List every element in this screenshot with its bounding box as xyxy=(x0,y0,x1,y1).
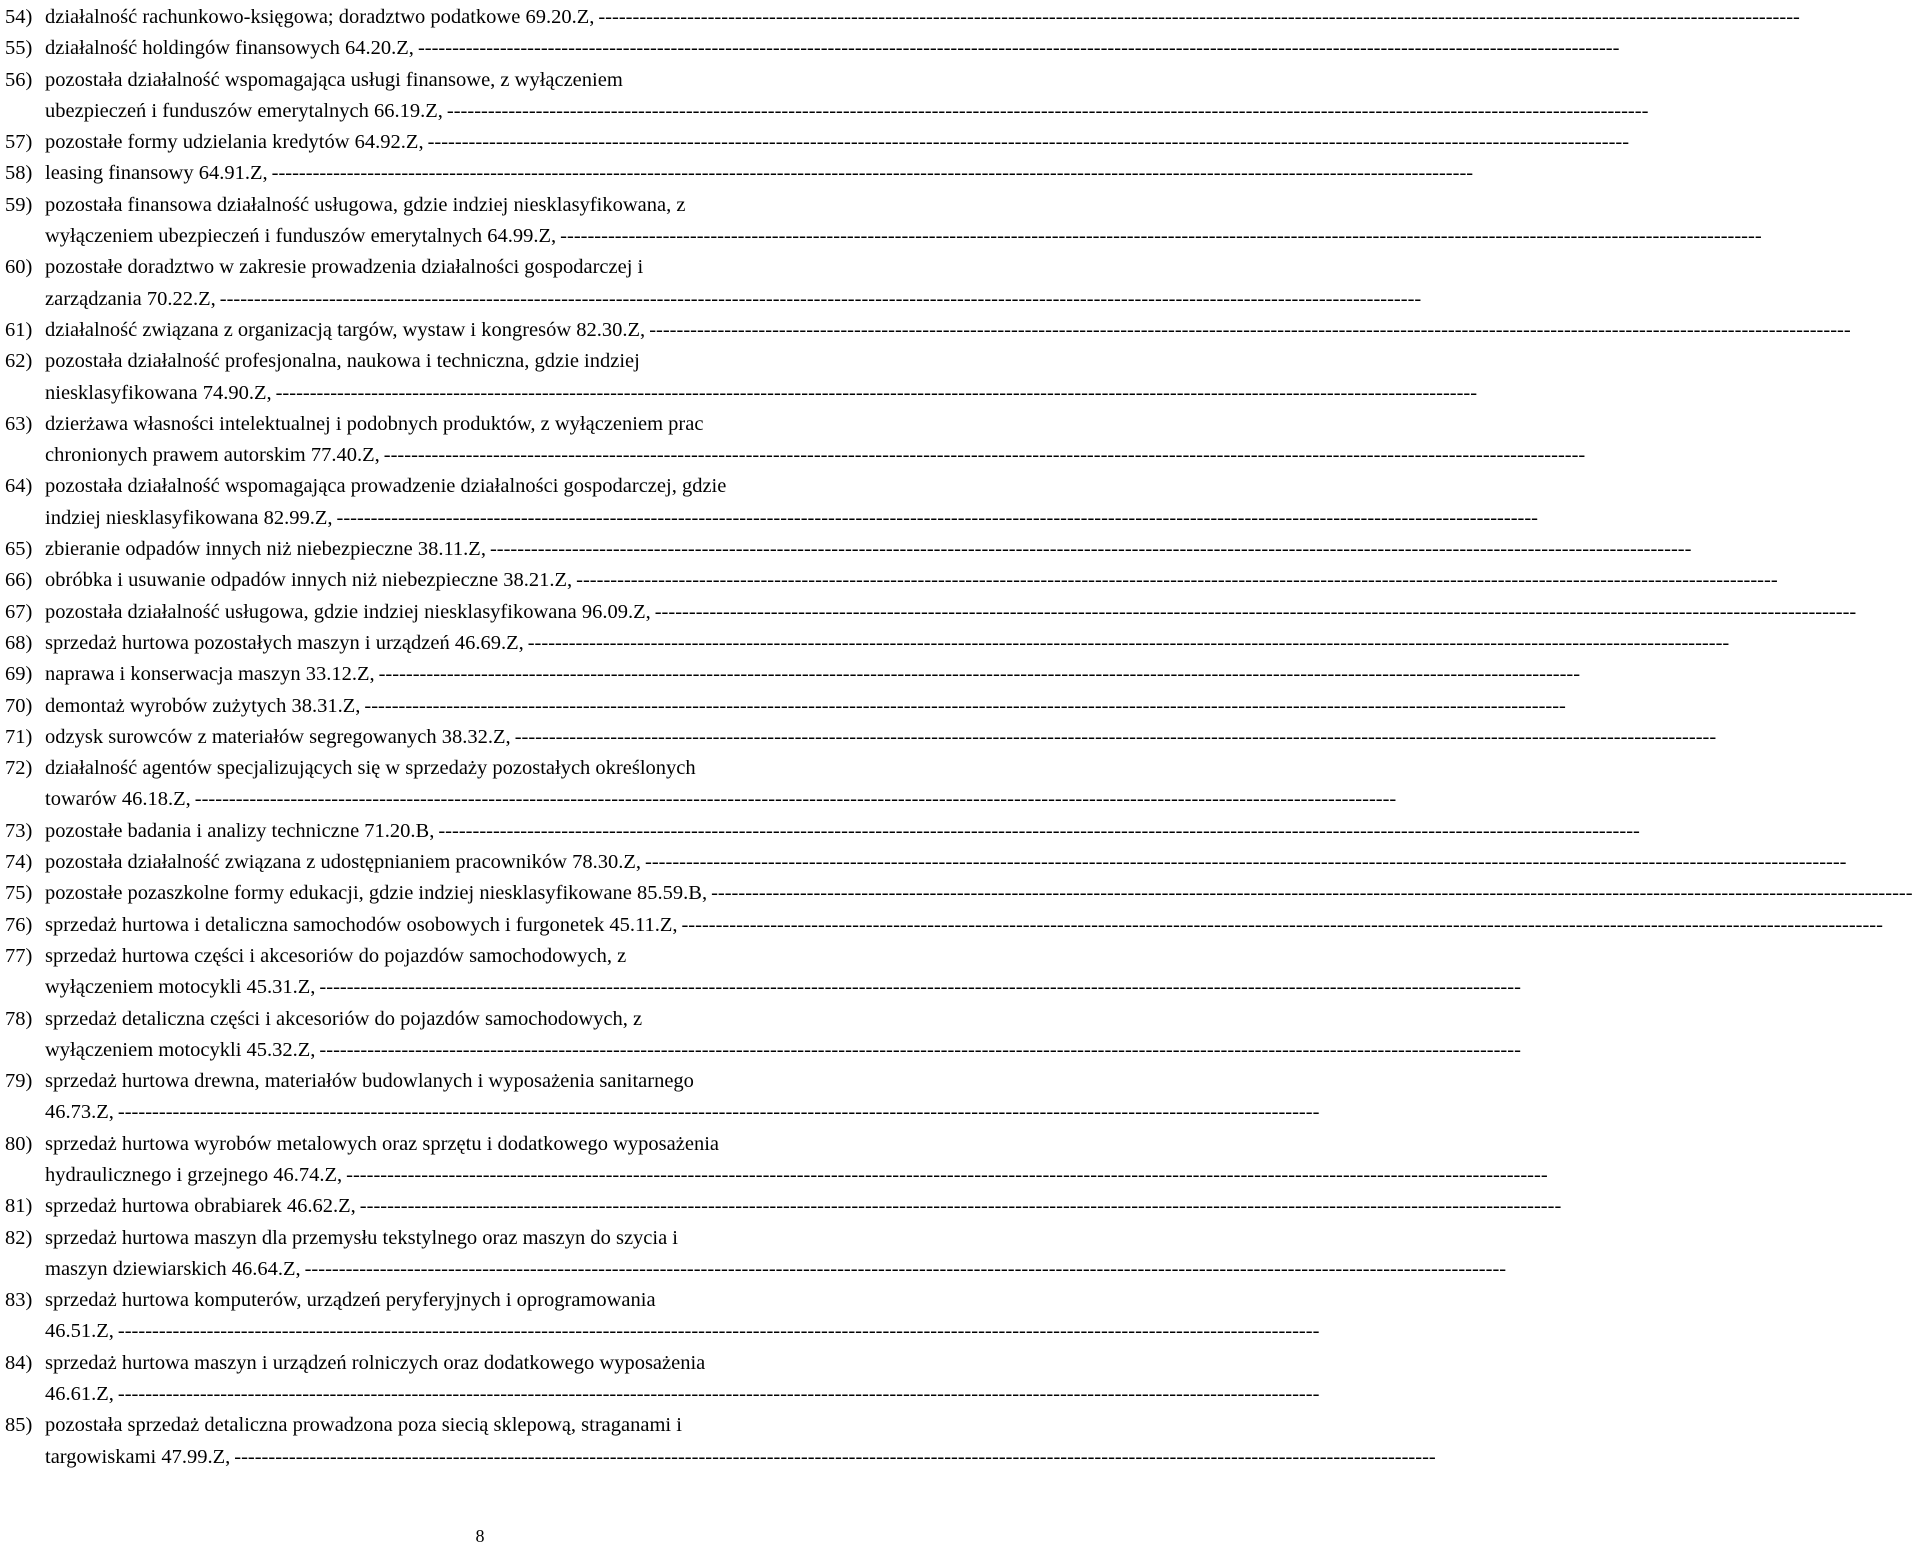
item-body xyxy=(45,2,1800,33)
item-line xyxy=(45,1254,1507,1285)
item-text: wyłączeniem motocykli 45.32.Z, xyxy=(45,1038,316,1061)
dash-leader: -------------------------------------------------------------------------------------------------------------------------------------------------------------------------------- xyxy=(598,6,1800,28)
dash-leader: -------------------------------------------------------------------------------------------------------------------------------------------------------------------------------- xyxy=(560,225,1762,248)
item-text: hydraulicznego i grzejnego 46.74.Z, xyxy=(45,1163,343,1186)
dash-leader: -------------------------------------------------------------------------------------------------------------------------------------------------------------------------------- xyxy=(275,381,1478,404)
item-number: 57) xyxy=(5,131,33,154)
item-line xyxy=(45,1191,1562,1222)
item-body xyxy=(45,910,1883,941)
item-number: 73) xyxy=(5,819,33,842)
dash-leader: -------------------------------------------------------------------------------------------------------------------------------------------------------------------------------- xyxy=(576,569,1778,592)
item-number: 72) xyxy=(5,757,33,780)
item-line xyxy=(45,221,1762,252)
item-number: 60) xyxy=(5,256,33,279)
dash-leader: -------------------------------------------------------------------------------------------------------------------------------------------------------------------------------- xyxy=(194,788,1397,811)
list-item xyxy=(5,597,1857,628)
list-item xyxy=(5,910,1883,941)
dash-leader: -------------------------------------------------------------------------------------------------------------------------------------------------------------------------------- xyxy=(219,287,1422,310)
item-body xyxy=(45,1191,1562,1222)
dash-leader: -------------------------------------------------------------------------------------------------------------------------------------------------------------------------------- xyxy=(446,99,1649,122)
item-text: sprzedaż hurtowa obrabiarek 46.62.Z, xyxy=(45,1195,356,1218)
item-number: 83) xyxy=(5,1289,33,1312)
item-text: chronionych prawem autorskim 77.40.Z, xyxy=(45,444,380,467)
dash-leader: -------------------------------------------------------------------------------------------------------------------------------------------------------------------------------- xyxy=(427,131,1630,154)
list-item xyxy=(5,1223,1507,1286)
item-text-lead: sprzedaż hurtowa maszyn i urządzeń rolniczych oraz dodatkowego wyposażenia xyxy=(45,1351,706,1374)
item-line xyxy=(45,503,1539,534)
item-body xyxy=(45,565,1778,596)
item-line xyxy=(45,315,1851,346)
item-number: 55) xyxy=(5,37,33,60)
list-item xyxy=(5,1348,1320,1411)
item-line xyxy=(45,33,1620,64)
dash-leader: -------------------------------------------------------------------------------------------------------------------------------------------------------------------------------- xyxy=(319,1038,1521,1061)
item-line xyxy=(45,1097,1320,1128)
dash-leader: -------------------------------------------------------------------------------------------------------------------------------------------------------------------------------- xyxy=(514,725,1717,748)
item-body xyxy=(45,252,1422,315)
list-item xyxy=(5,722,1717,753)
item-number: 85) xyxy=(5,1414,33,1437)
item-number: 77) xyxy=(5,944,33,967)
item-text: sprzedaż hurtowa i detaliczna samochodów osobowych i furgonetek 45.11.Z, xyxy=(45,913,678,936)
item-number: 64) xyxy=(5,475,33,498)
item-line xyxy=(45,878,1913,909)
item-text: naprawa i konserwacja maszyn 33.12.Z, xyxy=(45,663,375,686)
item-text: wyłączeniem ubezpieczeń i funduszów emerytalnych 64.99.Z, xyxy=(45,225,557,248)
item-line xyxy=(45,628,1730,659)
item-text-lead: sprzedaż hurtowa drewna, materiałów budowlanych i wyposażenia sanitarnego xyxy=(45,1070,694,1093)
item-text-lead: pozostała działalność wspomagająca prowadzenie działalności gospodarczej, gdzie xyxy=(45,475,727,498)
item-body xyxy=(45,597,1857,628)
list-item xyxy=(5,878,1913,909)
item-text-lead: pozostała działalność wspomagająca usługi finansowe, z wyłączeniem xyxy=(45,68,623,91)
item-body xyxy=(45,127,1630,158)
item-text: pozostałe pozaszkolne formy edukacji, gdzie indziej niesklasyfikowane 85.59.B, xyxy=(45,882,708,905)
dash-leader: -------------------------------------------------------------------------------------------------------------------------------------------------------------------------------- xyxy=(336,506,1539,529)
item-number: 63) xyxy=(5,412,33,435)
item-line xyxy=(45,158,1474,189)
item-text: działalność związana z organizacją targów, wystaw i kongresów 82.30.Z, xyxy=(45,318,646,341)
list-item xyxy=(5,1129,1548,1192)
item-text: 46.73.Z, xyxy=(45,1101,114,1124)
list-item xyxy=(5,847,1847,878)
item-line xyxy=(45,722,1717,753)
item-line xyxy=(45,1160,1548,1191)
dash-leader: -------------------------------------------------------------------------------------------------------------------------------------------------------------------------------- xyxy=(711,882,1913,905)
item-line xyxy=(45,378,1478,409)
item-body xyxy=(45,346,1478,409)
item-body xyxy=(45,190,1762,253)
item-text: maszyn dziewiarskich 46.64.Z, xyxy=(45,1257,301,1280)
item-number: 61) xyxy=(5,318,33,341)
list-item xyxy=(5,1004,1521,1067)
item-line xyxy=(45,2,1800,33)
item-body xyxy=(45,722,1717,753)
item-body xyxy=(45,1004,1521,1067)
item-line xyxy=(45,847,1847,878)
item-text-lead: pozostała sprzedaż detaliczna prowadzona poza siecią sklepową, straganami i xyxy=(45,1414,682,1437)
list-item xyxy=(5,534,1692,565)
item-body xyxy=(45,941,1521,1004)
item-line xyxy=(45,659,1581,690)
item-text: wyłączeniem motocykli 45.31.Z, xyxy=(45,976,316,999)
dash-leader: -------------------------------------------------------------------------------------------------------------------------------------------------------------------------------- xyxy=(364,694,1566,717)
item-number: 79) xyxy=(5,1070,33,1093)
item-body xyxy=(45,1410,1436,1473)
dash-leader: -------------------------------------------------------------------------------------------------------------------------------------------------------------------------------- xyxy=(117,1383,1320,1406)
item-number: 54) xyxy=(5,6,33,28)
item-text: działalność holdingów finansowych 64.20.Z, xyxy=(45,37,414,60)
item-text: pozostałe formy udzielania kredytów 64.92.Z, xyxy=(45,131,424,154)
dash-leader: -------------------------------------------------------------------------------------------------------------------------------------------------------------------------------- xyxy=(417,37,1620,60)
item-text: pozostała działalność usługowa, gdzie indziej niesklasyfikowana 96.09.Z, xyxy=(45,600,651,623)
list-item xyxy=(5,252,1422,315)
list-item xyxy=(5,127,1630,158)
item-number: 74) xyxy=(5,851,33,874)
list-item xyxy=(5,2,1800,33)
dash-leader: -------------------------------------------------------------------------------------------------------------------------------------------------------------------------------- xyxy=(649,318,1851,341)
dash-leader: -------------------------------------------------------------------------------------------------------------------------------------------------------------------------------- xyxy=(359,1195,1562,1218)
list-item xyxy=(5,691,1566,722)
item-line xyxy=(45,1035,1521,1066)
item-number: 78) xyxy=(5,1007,33,1030)
item-number: 76) xyxy=(5,913,33,936)
list-item xyxy=(5,158,1474,189)
item-line xyxy=(45,127,1630,158)
item-body xyxy=(45,534,1692,565)
item-text-lead: sprzedaż hurtowa maszyn dla przemysłu tekstylnego oraz maszyn do szycia i xyxy=(45,1226,679,1249)
item-number: 58) xyxy=(5,162,33,185)
item-line xyxy=(45,910,1883,941)
list-item xyxy=(5,65,1649,128)
item-line xyxy=(45,784,1397,815)
pkd-activity-list xyxy=(5,2,1913,1473)
dash-leader: -------------------------------------------------------------------------------------------------------------------------------------------------------------------------------- xyxy=(681,913,1883,936)
item-body xyxy=(45,33,1620,64)
item-text-lead: pozostałe doradztwo w zakresie prowadzenia działalności gospodarczej i xyxy=(45,256,644,279)
item-body xyxy=(45,628,1730,659)
item-text: zbieranie odpadów innych niż niebezpieczne 38.11.Z, xyxy=(45,538,486,561)
item-text-lead: sprzedaż hurtowa komputerów, urządzeń peryferyjnych i oprogramowania xyxy=(45,1289,656,1312)
item-number: 80) xyxy=(5,1132,33,1155)
item-number: 68) xyxy=(5,631,33,654)
dash-leader: -------------------------------------------------------------------------------------------------------------------------------------------------------------------------------- xyxy=(645,851,1847,874)
list-item xyxy=(5,1285,1320,1348)
list-item xyxy=(5,33,1620,64)
item-text-lead: dzierżawa własności intelektualnej i podobnych produktów, z wyłączeniem prac xyxy=(45,412,704,435)
item-body xyxy=(45,878,1913,909)
list-item xyxy=(5,409,1586,472)
item-number: 65) xyxy=(5,538,33,561)
item-body xyxy=(45,1129,1548,1192)
dash-leader: -------------------------------------------------------------------------------------------------------------------------------------------------------------------------------- xyxy=(654,600,1857,623)
item-line xyxy=(45,534,1692,565)
list-item xyxy=(5,628,1730,659)
list-item xyxy=(5,565,1778,596)
item-text: niesklasyfikowana 74.90.Z, xyxy=(45,381,272,404)
item-text: leasing finansowy 64.91.Z, xyxy=(45,162,268,185)
item-text: zarządzania 70.22.Z, xyxy=(45,287,216,310)
item-text: działalność rachunkowo-księgowa; doradztwo podatkowe 69.20.Z, xyxy=(45,6,595,28)
item-text: towarów 46.18.Z, xyxy=(45,788,191,811)
item-text-lead: sprzedaż detaliczna części i akcesoriów do pojazdów samochodowych, z xyxy=(45,1007,643,1030)
item-number: 82) xyxy=(5,1226,33,1249)
item-number: 59) xyxy=(5,193,33,216)
item-line xyxy=(45,284,1422,315)
item-number: 62) xyxy=(5,350,33,373)
list-item xyxy=(5,941,1521,1004)
item-text-lead: sprzedaż hurtowa wyrobów metalowych oraz sprzętu i dodatkowego wyposażenia xyxy=(45,1132,719,1155)
item-number: 81) xyxy=(5,1195,33,1218)
item-text: targowiskami 47.99.Z, xyxy=(45,1445,231,1468)
item-number: 56) xyxy=(5,68,33,91)
list-item xyxy=(5,1410,1436,1473)
item-body xyxy=(45,659,1581,690)
dash-leader: -------------------------------------------------------------------------------------------------------------------------------------------------------------------------------- xyxy=(319,976,1521,999)
item-number: 67) xyxy=(5,600,33,623)
item-body xyxy=(45,1223,1507,1286)
dash-leader: -------------------------------------------------------------------------------------------------------------------------------------------------------------------------------- xyxy=(271,162,1474,185)
item-body xyxy=(45,1285,1320,1348)
item-body xyxy=(45,1348,1320,1411)
item-body xyxy=(45,158,1474,189)
item-body xyxy=(45,847,1847,878)
dash-leader: -------------------------------------------------------------------------------------------------------------------------------------------------------------------------------- xyxy=(117,1101,1320,1124)
item-number: 84) xyxy=(5,1351,33,1374)
item-line xyxy=(45,565,1778,596)
list-item xyxy=(5,1066,1320,1129)
dash-leader: -------------------------------------------------------------------------------------------------------------------------------------------------------------------------------- xyxy=(117,1320,1320,1343)
dash-leader: -------------------------------------------------------------------------------------------------------------------------------------------------------------------------------- xyxy=(378,663,1581,686)
item-text: obróbka i usuwanie odpadów innych niż niebezpieczne 38.21.Z, xyxy=(45,569,573,592)
item-number: 75) xyxy=(5,882,33,905)
dash-leader: -------------------------------------------------------------------------------------------------------------------------------------------------------------------------------- xyxy=(527,631,1730,654)
item-body xyxy=(45,65,1649,128)
item-text: 46.51.Z, xyxy=(45,1320,114,1343)
item-body xyxy=(45,1066,1320,1129)
item-line xyxy=(45,972,1521,1003)
list-item xyxy=(5,190,1762,253)
item-text: pozostałe badania i analizy techniczne 71.20.B, xyxy=(45,819,435,842)
item-text-lead: sprzedaż hurtowa części i akcesoriów do pojazdów samochodowych, z xyxy=(45,944,627,967)
item-body xyxy=(45,816,1640,847)
list-item xyxy=(5,753,1397,816)
item-text: odzysk surowców z materiałów segregowanych 38.32.Z, xyxy=(45,725,511,748)
dash-leader: -------------------------------------------------------------------------------------------------------------------------------------------------------------------------------- xyxy=(489,538,1692,561)
item-text-lead: pozostała działalność profesjonalna, naukowa i techniczna, gdzie indziej xyxy=(45,350,640,373)
item-text-lead: działalność agentów specjalizujących się w sprzedaży pozostałych określonych xyxy=(45,757,696,780)
item-text: 46.61.Z, xyxy=(45,1383,114,1406)
list-item xyxy=(5,315,1851,346)
item-text: pozostała działalność związana z udostępnianiem pracowników 78.30.Z, xyxy=(45,851,642,874)
dash-leader: -------------------------------------------------------------------------------------------------------------------------------------------------------------------------------- xyxy=(438,819,1640,842)
page-number: 8 xyxy=(475,1526,485,1546)
item-line xyxy=(45,1442,1436,1473)
item-line xyxy=(45,597,1857,628)
item-body xyxy=(45,691,1566,722)
item-body xyxy=(45,315,1851,346)
item-text: sprzedaż hurtowa pozostałych maszyn i urządzeń 46.69.Z, xyxy=(45,631,524,654)
item-line xyxy=(45,691,1566,722)
dash-leader: -------------------------------------------------------------------------------------------------------------------------------------------------------------------------------- xyxy=(383,444,1586,467)
list-item xyxy=(5,346,1478,409)
list-item xyxy=(5,1191,1562,1222)
item-line xyxy=(45,816,1640,847)
item-number: 70) xyxy=(5,694,33,717)
list-item xyxy=(5,471,1539,534)
item-line xyxy=(45,96,1649,127)
item-number: 66) xyxy=(5,569,33,592)
dash-leader: -------------------------------------------------------------------------------------------------------------------------------------------------------------------------------- xyxy=(304,1257,1507,1280)
dash-leader: -------------------------------------------------------------------------------------------------------------------------------------------------------------------------------- xyxy=(346,1163,1548,1186)
list-item xyxy=(5,659,1581,690)
item-text: demontaż wyrobów zużytych 38.31.Z, xyxy=(45,694,361,717)
item-text: ubezpieczeń i funduszów emerytalnych 66.19.Z, xyxy=(45,99,443,122)
item-text-lead: pozostała finansowa działalność usługowa, gdzie indziej niesklasyfikowana, z xyxy=(45,193,686,216)
item-line xyxy=(45,440,1586,471)
item-line xyxy=(45,1316,1320,1347)
item-body xyxy=(45,753,1397,816)
item-text: indziej niesklasyfikowana 82.99.Z, xyxy=(45,506,333,529)
item-body xyxy=(45,409,1586,472)
item-body xyxy=(45,471,1539,534)
item-number: 71) xyxy=(5,725,33,748)
item-line xyxy=(45,1379,1320,1410)
dash-leader: -------------------------------------------------------------------------------------------------------------------------------------------------------------------------------- xyxy=(234,1445,1436,1468)
item-number: 69) xyxy=(5,663,33,686)
list-item xyxy=(5,816,1640,847)
